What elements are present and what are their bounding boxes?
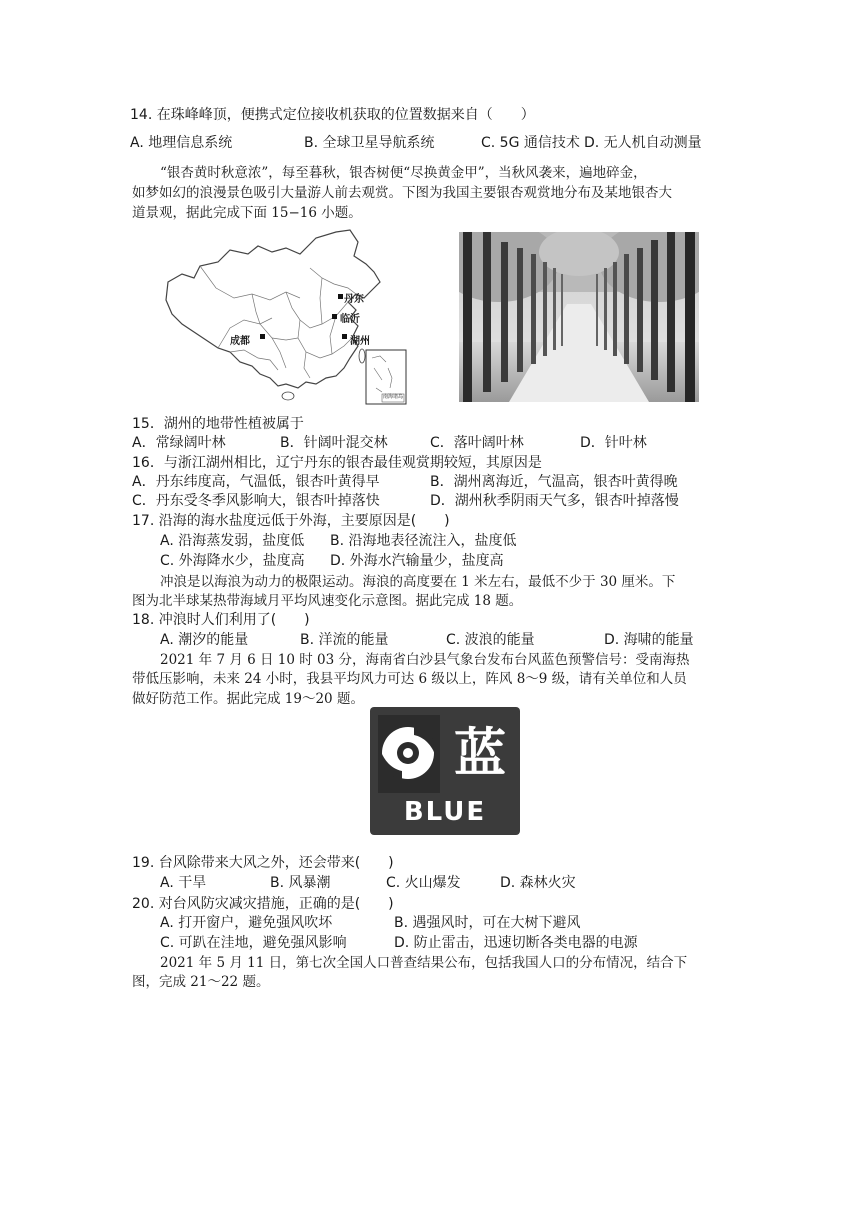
q14-option-a: A. 地理信息系统: [130, 135, 233, 151]
q19-option-d: D. 森林火灾: [500, 875, 576, 891]
q20-stem: 20. 对台风防灾减灾措施，正确的是( ): [132, 896, 394, 912]
q14-option-d: D. 无人机自动测量: [584, 135, 702, 151]
sign-character: 蓝: [453, 724, 506, 784]
ginkgo-avenue-image: [459, 232, 699, 402]
q17-option-a: A. 沿海蒸发弱，盐度低: [160, 533, 305, 549]
china-ginkgo-map: [160, 228, 410, 406]
q16-option-a: A．丹东纬度高，气温低，银杏叶黄得早: [132, 474, 380, 490]
label-huzhou: 湖州: [350, 336, 370, 347]
q16-option-c: C．丹东受冬季风影响大，银杏叶掉落快: [132, 493, 380, 509]
q18-stem: 18. 冲浪时人们利用了( ): [132, 612, 310, 628]
q20-option-d: D. 防止雷击，迅速切断各类电器的电源: [394, 935, 638, 951]
typhoon-intro-line-2: 带低压影响，未来 24 小时，我县平均风力可达 6 级以上，阵风 8～9 级，请有关单位和人员: [132, 671, 687, 687]
q18-option-c: C. 波浪的能量: [446, 632, 535, 648]
label-dandong: 丹东: [344, 294, 364, 305]
q19-option-c: C. 火山爆发: [386, 875, 461, 891]
ginkgo-intro-line-1: “银杏黄时秋意浓”，每至暮秋，银杏树便“尽换黄金甲”，当秋风袭来，遍地碎金，: [160, 165, 647, 181]
q20-option-b: B. 遇强风时，可在大树下避风: [394, 915, 581, 931]
typhoon-intro-line-3: 做好防范工作。据此完成 19～20 题。: [132, 691, 364, 707]
census-intro-line-2: 图，完成 21～22 题。: [132, 974, 270, 990]
q19-option-b: B. 风暴潮: [270, 875, 331, 891]
q20-option-a: A. 打开窗户，避免强风吹坏: [160, 915, 333, 931]
q20-option-c: C. 可趴在洼地，避免强风影响: [160, 935, 347, 951]
china-map-outline: [160, 228, 410, 406]
q17-option-c: C. 外海降水少，盐度高: [160, 553, 305, 569]
q14-stem: 14. 在珠峰峰顶，便携式定位接收机获取的位置数据来自（ ）: [130, 107, 535, 123]
sign-text: BLUE: [403, 797, 487, 827]
q18-option-b: B. 洋流的能量: [300, 632, 389, 648]
typhoon-blue-warning-sign: [370, 707, 520, 835]
q17-option-b: B. 沿海地表径流注入，盐度低: [330, 533, 517, 549]
ginkgo-intro-line-2: 如梦如幻的浪漫景色吸引大量游人前去观赏。下图为我国主要银杏观赏地分布及某地银杏大: [132, 185, 672, 201]
q17-stem: 17. 沿海的海水盐度远低于外海，主要原因是( ): [132, 513, 450, 529]
q15-option-c: C．落叶阔叶林: [430, 435, 524, 451]
label-inset: 南海诸岛: [383, 394, 404, 400]
typhoon-intro-line-1: 2021 年 7 月 6 日 10 时 03 分，海南省白沙县气象台发布台风蓝色预警信号：受南海热: [160, 652, 690, 668]
q15-option-d: D．针叶林: [580, 435, 647, 451]
census-intro-line-1: 2021 年 5 月 11 日，第七次全国人口普查结果公布，包括我国人口的分布情况，结合下: [160, 955, 688, 971]
dandong-marker: [338, 294, 343, 299]
q16-stem: 16．与浙江湖州相比，辽宁丹东的银杏最佳观赏期较短，其原因是: [132, 455, 542, 471]
huzhou-marker: [342, 334, 347, 339]
q18-option-a: A. 潮汐的能量: [160, 632, 249, 648]
surf-intro-line-2: 图为北半球某热带海域月平均风速变化示意图。据此完成 18 题。: [132, 593, 523, 609]
ginkgo-avenue-photo: [459, 232, 699, 402]
q19-stem: 19. 台风除带来大风之外，还会带来( ): [132, 855, 394, 871]
surf-intro-line-1: 冲浪是以海浪为动力的极限运动。海浪的高度要在 1 米左右，最低不少于 30 厘米。下: [160, 574, 676, 590]
ginkgo-intro-line-3: 道景观，据此完成下面 15−16 小题。: [132, 205, 362, 221]
chengdu-marker: [260, 334, 265, 339]
q16-option-b: B．湖州离海近，气温高，银杏叶黄得晚: [430, 474, 678, 490]
q15-stem: 15．湖州的地带性植被属于: [132, 416, 304, 432]
q16-option-d: D．湖州秋季阴雨天气多，银杏叶掉落慢: [430, 493, 679, 509]
label-chengdu: 成都: [230, 336, 250, 347]
q18-option-d: D. 海啸的能量: [604, 632, 694, 648]
q14-option-b: B. 全球卫星导航系统: [304, 135, 435, 151]
q19-option-a: A. 干旱: [160, 875, 207, 891]
q17-option-d: D. 外海水汽输量少，盐度高: [330, 553, 504, 569]
label-linyi: 临沂: [340, 314, 360, 325]
q15-option-a: A．常绿阔叶林: [132, 435, 226, 451]
q15-option-b: B．针阔叶混交林: [280, 435, 388, 451]
linyi-marker: [332, 314, 337, 319]
q14-option-c: C. 5G 通信技术: [481, 135, 580, 151]
